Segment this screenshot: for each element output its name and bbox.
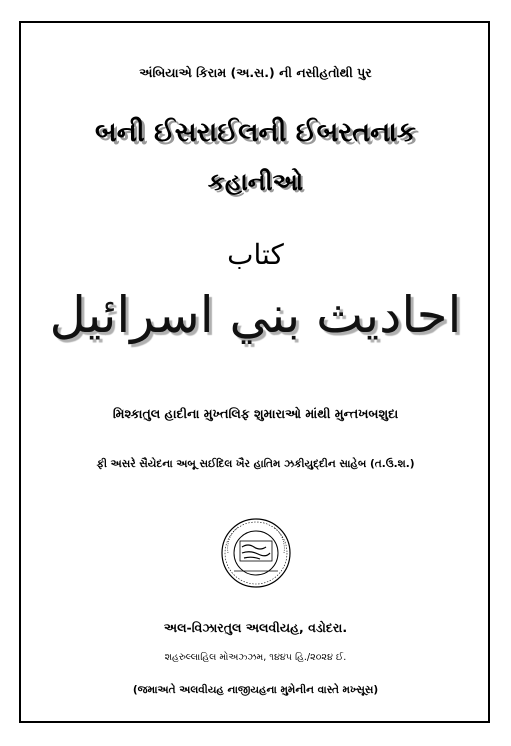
seal-emblem-icon — [220, 517, 292, 589]
arabic-calligraphy-title: احاديث بني اسرائيل — [49, 286, 462, 344]
arabic-kitab-label: كتاب — [227, 238, 284, 271]
dedication-line: ફી અસરે સૈયેદના અબૂ સઈદિલ ખૈર હાતિમ ઝકીયુદ્દીન સાહેબ (ત.ઉ.શ.) — [96, 458, 415, 470]
cover-title-line2: કહાનીઓ — [207, 168, 304, 196]
selection-source-line: મિશ્કાતુલ હાદીના મુખ્તલિફ શુમારાઓ માંથી મુન્તખબશુદા — [112, 406, 399, 421]
footer-note: (જમાઅતે અલવીયહ નાજીયહના મુમેનીન વાસ્તે મખ્સૂસ) — [132, 684, 379, 696]
publication-date: શહરુલ્લાહિલ મોઅઝ્ઝમ, ૧૪૪૫ હિ./૨૦૨૪ ઈ. — [164, 652, 347, 663]
cover-title: બની ઈસરાઈલની ઈબરતનાક — [95, 117, 416, 148]
cover-subtitle: અંબિયાએ કિરામ (અ.સ.) ની નસીહતોથી પુર — [139, 65, 372, 80]
publisher-line: અલ-વિઝારતુલ અલવીયહ, વડોદરા. — [163, 620, 348, 635]
